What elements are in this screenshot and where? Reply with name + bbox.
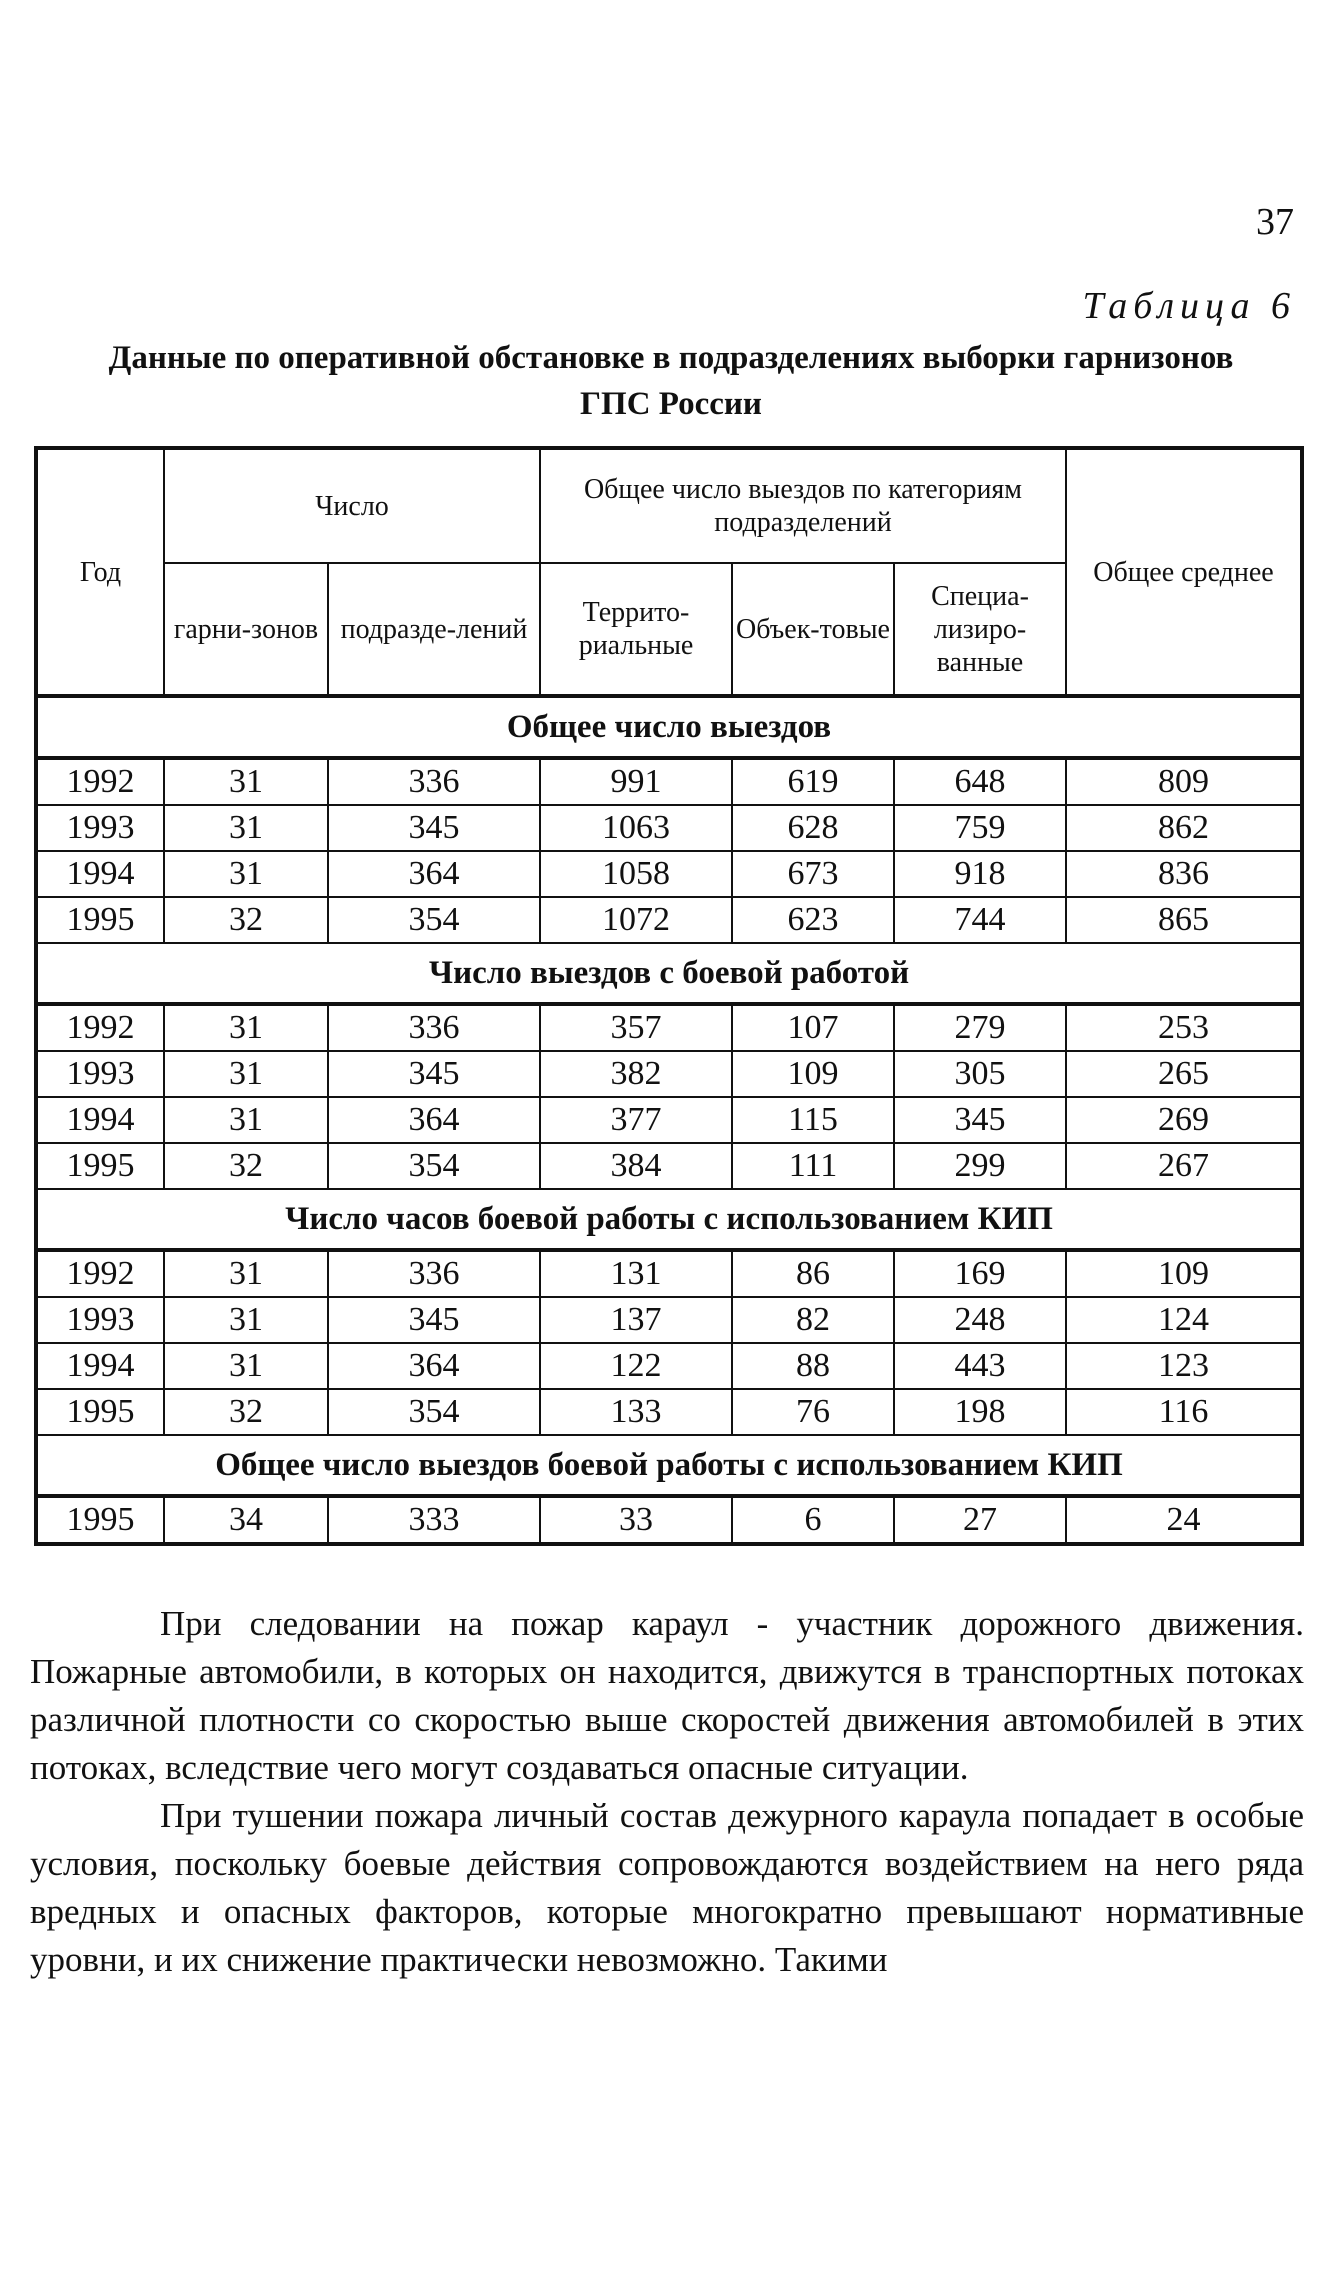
operational-data-table — [34, 446, 1304, 1546]
table-cell: 443 — [894, 1343, 1066, 1389]
section-title: Число выездов с боевой работой — [36, 943, 1302, 1004]
table-cell: 1995 — [36, 1496, 164, 1544]
table-cell: 1993 — [36, 1051, 164, 1097]
table-cell: 1993 — [36, 1297, 164, 1343]
table-body — [36, 696, 1302, 1544]
table-cell: 82 — [732, 1297, 894, 1343]
table-cell: 354 — [328, 897, 540, 943]
body-text — [30, 1600, 1304, 1984]
table-cell: 744 — [894, 897, 1066, 943]
table-row — [36, 1250, 1302, 1297]
table-cell: 1992 — [36, 1250, 164, 1297]
paragraph: При следовании на пожар караул - участник дорожного движения. Пожарные автомобили, в которых он находится, движутся в транспортных потоках различной плотности со скоростью выше скоростей движения автомобилей в этих потоках, вследствие чего могут создаваться опасные ситуации. — [30, 1604, 1304, 1787]
table-cell: 305 — [894, 1051, 1066, 1097]
table-cell: 865 — [1066, 897, 1302, 943]
table-cell: 357 — [540, 1004, 732, 1051]
header-units: подразде-лений — [328, 563, 540, 696]
table-cell: 991 — [540, 758, 732, 805]
table-cell: 299 — [894, 1143, 1066, 1189]
table-cell: 1992 — [36, 758, 164, 805]
section-title: Общее число выездов — [36, 696, 1302, 758]
table-cell: 382 — [540, 1051, 732, 1097]
table-cell: 1063 — [540, 805, 732, 851]
table-cell: 628 — [732, 805, 894, 851]
header-year: Год — [36, 448, 164, 696]
section-header-row — [36, 1189, 1302, 1250]
table-cell: 377 — [540, 1097, 732, 1143]
table-cell: 32 — [164, 1143, 328, 1189]
table-cell: 31 — [164, 1297, 328, 1343]
table-cell: 31 — [164, 1051, 328, 1097]
table-row — [36, 1297, 1302, 1343]
table-cell: 248 — [894, 1297, 1066, 1343]
table-cell: 76 — [732, 1389, 894, 1435]
table-cell: 1995 — [36, 897, 164, 943]
page-number: 37 — [1256, 201, 1294, 243]
section-header-row — [36, 1435, 1302, 1496]
table-cell: 364 — [328, 1097, 540, 1143]
table-cell: 673 — [732, 851, 894, 897]
table-cell: 336 — [328, 758, 540, 805]
table-cell: 619 — [732, 758, 894, 805]
section-title: Число часов боевой работы с использованием КИП — [36, 1189, 1302, 1250]
table-cell: 1072 — [540, 897, 732, 943]
table-cell: 133 — [540, 1389, 732, 1435]
header-object: Объек-товые — [732, 563, 894, 696]
table-cell: 862 — [1066, 805, 1302, 851]
header-garrisons: гарни-зонов — [164, 563, 328, 696]
table-row — [36, 758, 1302, 805]
section-header-row — [36, 696, 1302, 758]
table-row — [36, 1143, 1302, 1189]
section-title: Общее число выездов боевой работы с использованием КИП — [36, 1435, 1302, 1496]
table-cell: 169 — [894, 1250, 1066, 1297]
table-cell: 122 — [540, 1343, 732, 1389]
table-cell: 88 — [732, 1343, 894, 1389]
header-specialized: Специа-лизиро-ванные — [894, 563, 1066, 696]
table-row — [36, 851, 1302, 897]
table-cell: 116 — [1066, 1389, 1302, 1435]
header-total-by-category: Общее число выездов по категориям подразделений — [540, 448, 1066, 563]
table-cell: 109 — [732, 1051, 894, 1097]
table-cell: 31 — [164, 1250, 328, 1297]
table-cell: 354 — [328, 1389, 540, 1435]
table-cell: 198 — [894, 1389, 1066, 1435]
table-cell: 267 — [1066, 1143, 1302, 1189]
table-cell: 384 — [540, 1143, 732, 1189]
table-cell: 918 — [894, 851, 1066, 897]
table-cell: 269 — [1066, 1097, 1302, 1143]
table-cell: 1058 — [540, 851, 732, 897]
table-cell: 1995 — [36, 1389, 164, 1435]
table-cell: 364 — [328, 1343, 540, 1389]
table-cell: 124 — [1066, 1297, 1302, 1343]
table-cell: 345 — [894, 1097, 1066, 1143]
table-cell: 648 — [894, 758, 1066, 805]
table-cell: 131 — [540, 1250, 732, 1297]
table-cell: 1994 — [36, 1343, 164, 1389]
table-cell: 265 — [1066, 1051, 1302, 1097]
table-cell: 27 — [894, 1496, 1066, 1544]
table-cell: 31 — [164, 805, 328, 851]
table-cell: 31 — [164, 1097, 328, 1143]
table-cell: 354 — [328, 1143, 540, 1189]
table-cell: 1993 — [36, 805, 164, 851]
paragraph: При тушении пожара личный состав дежурного караула попадает в особые условия, поскольку боевые действия сопровождаются воздействием на него ряда вредных и опасных факторов, которые многократно превышают нормативные уровни, и их снижение практически невозможно. Такими — [30, 1796, 1304, 1979]
table-row — [36, 1343, 1302, 1389]
table-cell: 809 — [1066, 758, 1302, 805]
table-cell: 107 — [732, 1004, 894, 1051]
table-cell: 345 — [328, 1051, 540, 1097]
table-cell: 137 — [540, 1297, 732, 1343]
table-row — [36, 1496, 1302, 1544]
table-cell: 111 — [732, 1143, 894, 1189]
table-row — [36, 1097, 1302, 1143]
table-row — [36, 805, 1302, 851]
table-cell: 33 — [540, 1496, 732, 1544]
header-count: Число — [164, 448, 540, 563]
table-cell: 253 — [1066, 1004, 1302, 1051]
table-cell: 279 — [894, 1004, 1066, 1051]
table-cell: 336 — [328, 1004, 540, 1051]
table-label: Таблица 6 — [1082, 285, 1296, 327]
table-cell: 759 — [894, 805, 1066, 851]
table-cell: 623 — [732, 897, 894, 943]
table-cell: 31 — [164, 1343, 328, 1389]
table-row — [36, 897, 1302, 943]
table-cell: 345 — [328, 805, 540, 851]
table-cell: 32 — [164, 897, 328, 943]
table-cell: 32 — [164, 1389, 328, 1435]
table-row — [36, 1389, 1302, 1435]
table-cell: 31 — [164, 758, 328, 805]
table-cell: 31 — [164, 851, 328, 897]
table-cell: 34 — [164, 1496, 328, 1544]
table-cell: 1992 — [36, 1004, 164, 1051]
table-cell: 364 — [328, 851, 540, 897]
header-overall-average: Общее среднее — [1066, 448, 1302, 696]
table-cell: 109 — [1066, 1250, 1302, 1297]
table-cell: 333 — [328, 1496, 540, 1544]
table-cell: 345 — [328, 1297, 540, 1343]
table-cell: 123 — [1066, 1343, 1302, 1389]
table-cell: 336 — [328, 1250, 540, 1297]
header-territorial: Террито-риальные — [540, 563, 732, 696]
table-cell: 115 — [732, 1097, 894, 1143]
table-cell: 836 — [1066, 851, 1302, 897]
table-cell: 6 — [732, 1496, 894, 1544]
table-title: Данные по оперативной обстановке в подразделениях выборки гарнизонов ГПС России — [108, 340, 1234, 422]
table-row — [36, 1004, 1302, 1051]
table-cell: 86 — [732, 1250, 894, 1297]
table-cell: 1994 — [36, 1097, 164, 1143]
table-row — [36, 1051, 1302, 1097]
table-cell: 1995 — [36, 1143, 164, 1189]
table-cell: 24 — [1066, 1496, 1302, 1544]
table-cell: 1994 — [36, 851, 164, 897]
section-header-row — [36, 943, 1302, 1004]
table-cell: 31 — [164, 1004, 328, 1051]
